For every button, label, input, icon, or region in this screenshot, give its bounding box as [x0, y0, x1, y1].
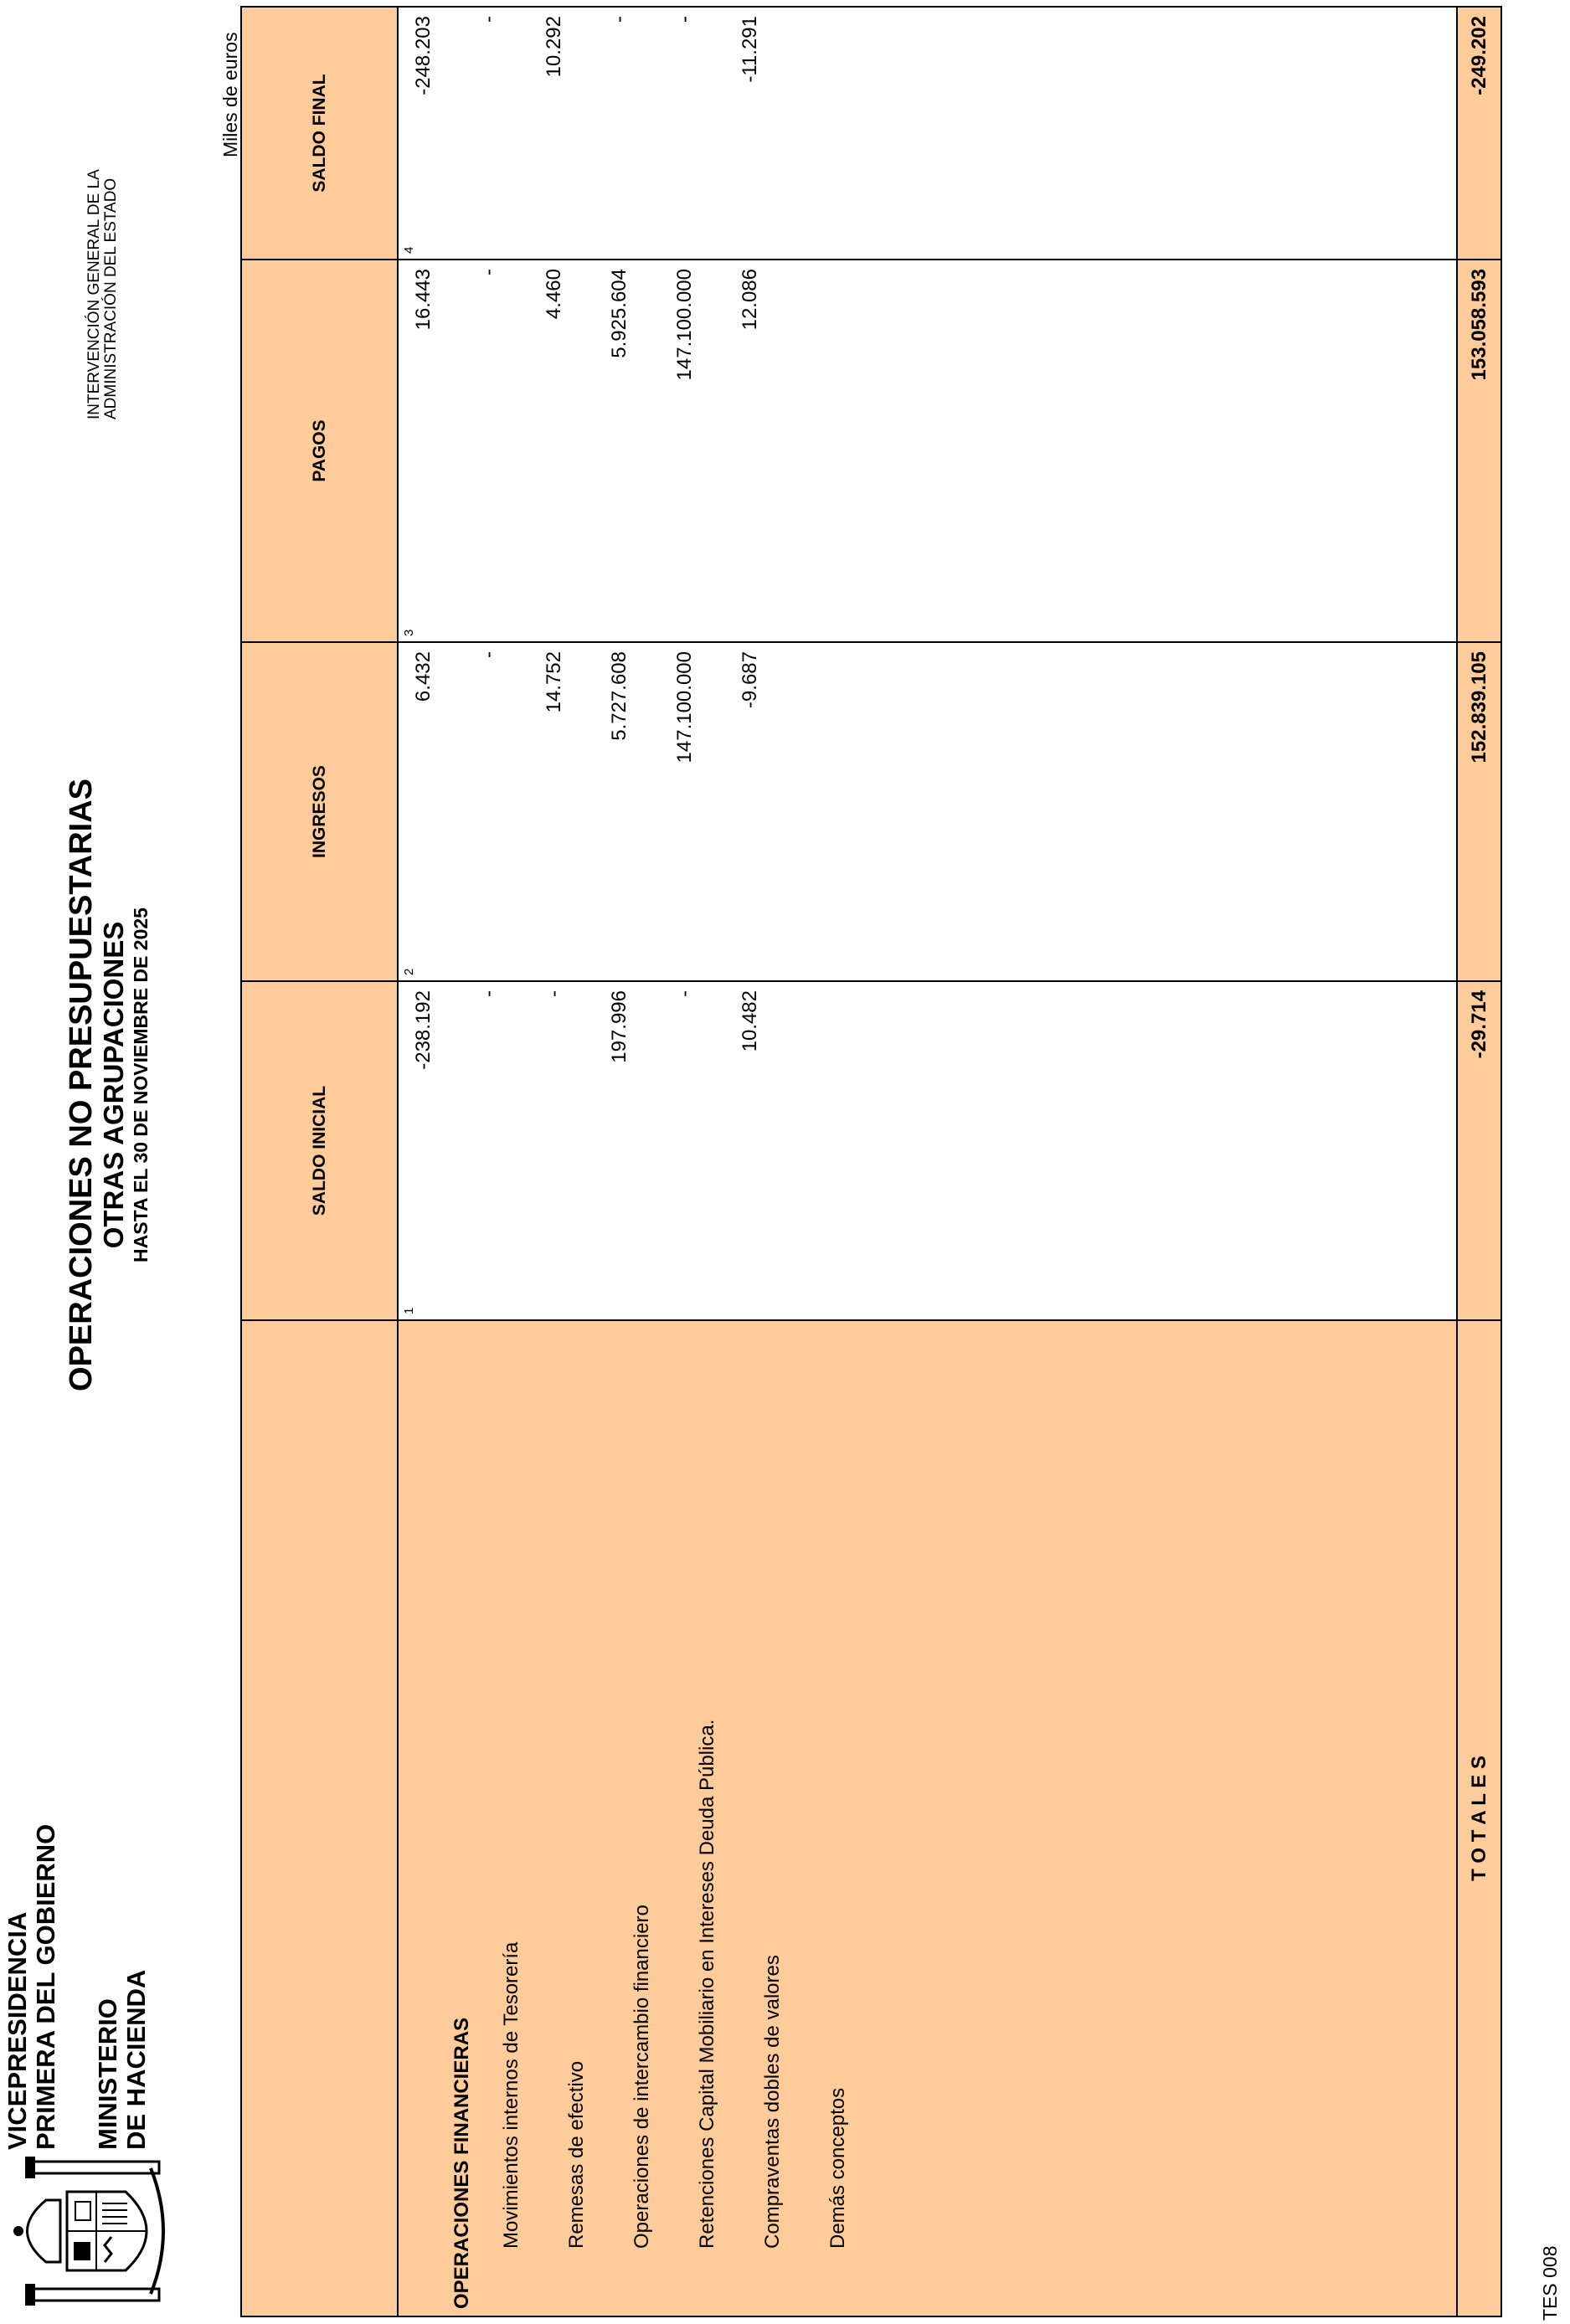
- value-r1-c2: 6.432: [412, 651, 435, 702]
- value-r2-c4: -: [477, 16, 500, 23]
- group-label: OPERACIONES FINANCIERAS: [450, 2017, 473, 2309]
- ingresos-values: [398, 642, 1457, 981]
- col-number-3: 3: [402, 629, 416, 636]
- ministry-line-2: DE HACIENDA: [121, 1969, 151, 2150]
- value-r5-c1: -: [673, 990, 696, 997]
- value-r6-c4: -11.291: [739, 16, 761, 83]
- value-r4-c3: 5.925.604: [608, 269, 631, 358]
- row-label-5: Compraventas dobles de valores: [761, 1955, 784, 2249]
- title-line-3: HASTA EL 30 DE NOVIEMBRE DE 2025: [130, 907, 152, 1262]
- value-r1-c3: 16.443: [412, 269, 435, 331]
- value-r4-c2: 5.727.608: [608, 651, 631, 741]
- col-header-ingresos: INGRESOS: [241, 642, 398, 981]
- org-line-2: PRIMERA DEL GOBIERNO: [31, 1823, 60, 2150]
- row-labels-cell: [398, 1320, 1457, 2316]
- header-blank-cell: [241, 1320, 398, 2316]
- igae-line-2: ADMINISTRACIÓN DEL ESTADO: [102, 177, 120, 419]
- row-label-6: Demás conceptos: [826, 2087, 849, 2249]
- saldo-inicial-values: [398, 981, 1457, 1320]
- value-r3-c4: 10.292: [543, 16, 565, 78]
- footer-code: TES 008: [1539, 2245, 1561, 2321]
- value-r1-c1: -238.192: [412, 990, 435, 1070]
- col-header-saldo-inicial: SALDO INICIAL: [241, 981, 398, 1320]
- value-r5-c3: 147.100.000: [673, 269, 696, 381]
- row-label-1: Movimientos internos de Tesorería: [500, 1941, 522, 2249]
- value-r4-c4: -: [608, 16, 631, 23]
- ministry-line-1: MINISTERIO: [93, 1998, 122, 2150]
- total-saldo-final: -249.202: [1457, 7, 1501, 260]
- total-saldo-inicial: -29.714: [1457, 981, 1501, 1320]
- total-ingresos: 152.839.105: [1457, 642, 1501, 981]
- operations-table: [240, 8, 1501, 2317]
- units-label: Miles de euros: [219, 32, 241, 157]
- totals-row: [1457, 7, 1501, 2316]
- title-line-1: OPERACIONES NO PRESUPUESTARIAS: [64, 779, 99, 1391]
- totals-label: T O T A L E S: [1457, 1320, 1501, 2316]
- value-r2-c2: -: [477, 651, 500, 658]
- org-line-1: VICEPRESIDENCIA: [3, 1911, 32, 2150]
- col-number-2: 2: [402, 968, 416, 975]
- value-r2-c3: -: [477, 269, 500, 275]
- row-label-2: Remesas de efectivo: [565, 2060, 588, 2249]
- row-label-3: Operaciones de intercambio financiero: [631, 1905, 653, 2249]
- value-r6-c1: 10.482: [739, 990, 761, 1052]
- coat-of-arms-logo: [0, 2152, 174, 2311]
- col-number-1: 1: [402, 1307, 416, 1314]
- value-r3-c1: -: [543, 990, 565, 997]
- value-r4-c1: 197.996: [608, 990, 631, 1063]
- value-r6-c2: -9.687: [739, 651, 761, 709]
- value-r3-c3: 4.460: [543, 269, 565, 320]
- col-number-4: 4: [402, 246, 416, 254]
- pagos-values: [398, 260, 1457, 642]
- value-r3-c2: 14.752: [543, 651, 565, 713]
- value-r2-c1: -: [477, 990, 500, 997]
- col-header-pagos: PAGOS: [241, 260, 398, 642]
- page-title: [64, 708, 152, 1462]
- value-r5-c2: 147.100.000: [673, 651, 696, 764]
- title-line-2: OTRAS AGRUPACIONES: [98, 921, 129, 1249]
- table-header-row: [241, 7, 398, 2316]
- value-r5-c4: -: [673, 16, 696, 23]
- saldo-final-values: [398, 7, 1457, 260]
- table-body-row: [398, 7, 1457, 2316]
- row-label-4: Retenciones Capital Mobiliario en Intereses Deuda Pública.: [696, 1719, 718, 2249]
- col-header-saldo-final: SALDO FINAL: [241, 7, 398, 260]
- value-r6-c3: 12.086: [739, 269, 761, 331]
- value-r1-c4: -248.203: [412, 16, 435, 95]
- igae-line-1: INTERVENCIÓN GENERAL DE LA: [85, 169, 103, 419]
- total-pagos: 153.058.593: [1457, 260, 1501, 642]
